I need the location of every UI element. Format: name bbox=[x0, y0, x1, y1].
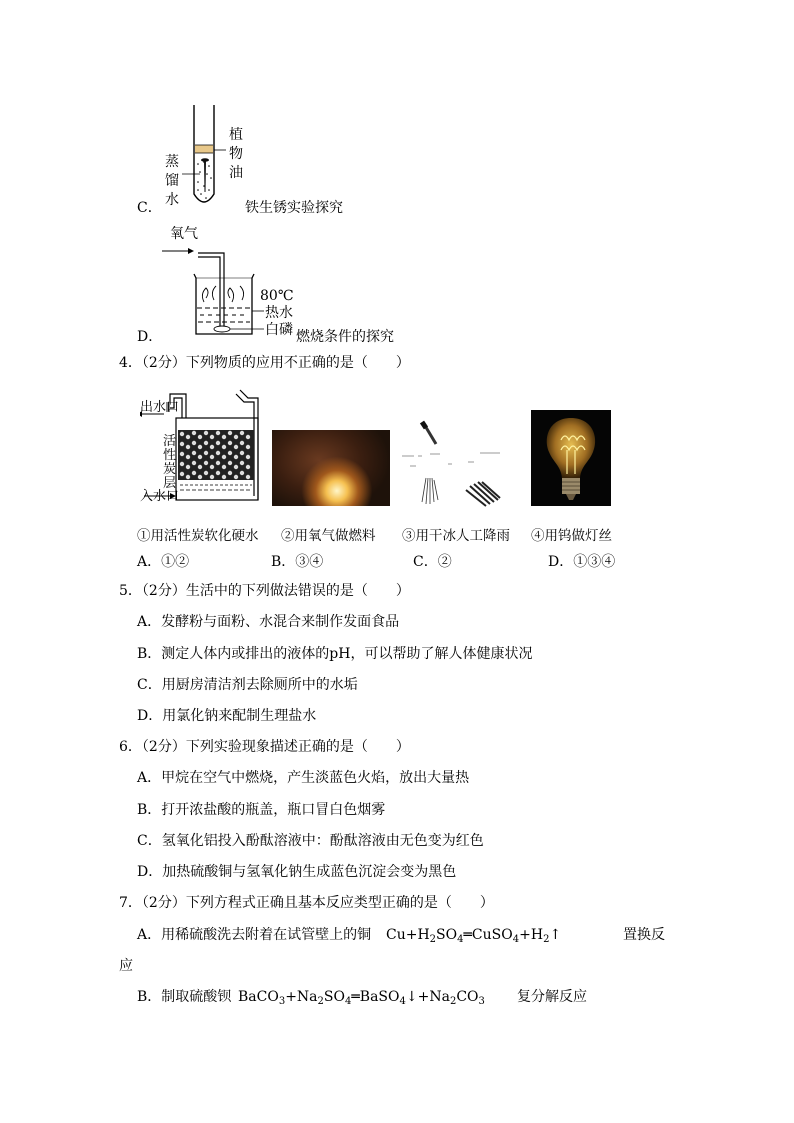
q7-option-a[interactable]: A．用稀硫酸洗去附着在试管壁上的铜 bbox=[137, 927, 372, 943]
dry-ice-rain-figure bbox=[400, 420, 512, 508]
tungsten-bulb-image bbox=[531, 410, 611, 506]
fig-d-temp-label: 80℃ bbox=[260, 288, 294, 304]
question-7-stem: 7．（2分）下列方程式正确且基本反应类型正确的是（ ） bbox=[119, 895, 494, 911]
q7-option-b-type: 复分解反应 bbox=[517, 989, 587, 1005]
filter-layer-label-3: 炭 bbox=[163, 462, 177, 477]
fig-c-right-label-2: 物 bbox=[229, 146, 243, 162]
question-5-stem: 5．（2分）生活中的下列做法错误的是（ ） bbox=[119, 583, 410, 599]
light-bulb-icon bbox=[531, 410, 611, 506]
fig-d-white-p-label: 白磷 bbox=[265, 322, 293, 338]
q4-option-d[interactable]: D．①③④ bbox=[548, 554, 616, 570]
question-6-stem: 6．（2分）下列实验现象描述正确的是（ ） bbox=[119, 739, 410, 755]
q4-option-b[interactable]: B．③④ bbox=[271, 554, 324, 570]
q5-option-b[interactable]: B．测定人体内或排出的液体的pH，可以帮助了解人体健康状况 bbox=[137, 646, 533, 662]
option-d-label: D． bbox=[137, 329, 163, 345]
fig-c-left-label-1: 蒸 bbox=[165, 154, 179, 170]
q4-caption-3: ③用干冰人工降雨 bbox=[402, 528, 510, 544]
fig-c-left-label-3: 水 bbox=[165, 192, 179, 208]
q5-option-a[interactable]: A．发酵粉与面粉、水混合来制作发面食品 bbox=[137, 614, 400, 630]
fig-d-hot-water-label: 热水 bbox=[265, 305, 293, 321]
q7-option-a-wrap: 应 bbox=[119, 958, 133, 974]
fig-d-caption: 燃烧条件的探究 bbox=[296, 329, 394, 345]
q6-option-b[interactable]: B．打开浓盐酸的瓶盖，瓶口冒白色烟雾 bbox=[137, 802, 386, 818]
fig-c-left-label-2: 馏 bbox=[165, 173, 179, 189]
q4-caption-2: ②用氧气做燃料 bbox=[281, 528, 376, 544]
filter-layer-label-1: 活 bbox=[163, 434, 177, 449]
q4-option-a[interactable]: A．①② bbox=[137, 554, 190, 570]
q5-option-d[interactable]: D．用氯化钠来配制生理盐水 bbox=[137, 708, 317, 724]
fig-c-right-label-3: 油 bbox=[229, 165, 243, 181]
fig-d-oxygen-label: 氧气 bbox=[170, 226, 198, 242]
q7-option-b[interactable]: B．制取硫酸钡 bbox=[137, 989, 232, 1005]
filter-outlet-label: 出水口 bbox=[140, 400, 180, 415]
q6-option-d[interactable]: D．加热硫酸铜与氢氧化钠生成蓝色沉淀会变为黑色 bbox=[137, 864, 457, 880]
oxygen-flame-image bbox=[272, 430, 390, 506]
q4-caption-1: ①用活性炭软化硬水 bbox=[137, 528, 259, 544]
q4-caption-4: ④用钨做灯丝 bbox=[531, 528, 612, 544]
q7-option-a-equation: $Cu+H_2SO_4═CuSO_4+H_2↑$ bbox=[386, 927, 562, 945]
q6-option-a[interactable]: A．甲烷在空气中燃烧，产生淡蓝色火焰，放出大量热 bbox=[137, 770, 470, 786]
q6-option-c[interactable]: C．氢氧化铝投入酚酞溶液中：酚酞溶液由无色变为红色 bbox=[137, 833, 484, 849]
fig-c-right-label-1: 植 bbox=[229, 127, 243, 143]
filter-layer-label-4: 层 bbox=[163, 476, 177, 491]
q7-option-b-equation: $BaCO_3+Na_2SO_4═BaSO_4↓+Na_2CO_3$ bbox=[238, 989, 485, 1007]
filter-inlet-label: 入水口 bbox=[140, 489, 180, 504]
option-c-label: C． bbox=[137, 200, 162, 216]
q5-option-c[interactable]: C．用厨房清洁剂去除厕所中的水垢 bbox=[137, 677, 358, 693]
fig-c-caption: 铁生锈实验探究 bbox=[245, 200, 343, 216]
question-4-stem: 4．（2分）下列物质的应用不正确的是（ ） bbox=[119, 355, 410, 371]
q4-option-c[interactable]: C．② bbox=[413, 554, 452, 570]
filter-layer-label-2: 性 bbox=[163, 448, 177, 463]
q7-option-a-type: 置换反 bbox=[623, 927, 665, 943]
